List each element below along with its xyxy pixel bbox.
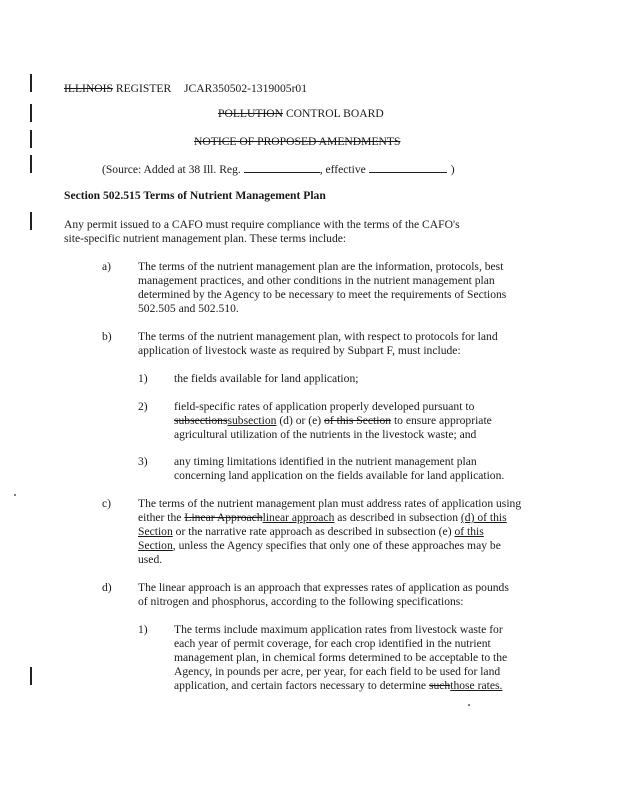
text-run: to ensure appropriate — [391, 414, 492, 427]
text-run: application, and certain factors necessary to determine — [174, 679, 429, 692]
item-d1-line: The terms include maximum application rates from livestock waste for — [174, 623, 503, 636]
inserted-text: of this — [454, 525, 484, 538]
item-c-line — [138, 511, 507, 525]
change-bar — [30, 155, 32, 173]
item-d-label: d) — [102, 581, 112, 594]
item-c-line: The terms of the nutrient management plan must address rates of application using — [138, 497, 522, 510]
register-header — [64, 82, 171, 96]
item-a-line: determined by the Agency to be necessary to meet the requirements of Sections — [138, 288, 507, 301]
item-d1-line: Agency, in pounds per acre, per year, for each field to be used for land — [174, 665, 501, 678]
register-name-deleted: ILLINOIS — [64, 82, 113, 95]
inserted-text: Section — [138, 525, 173, 538]
item-b3-line: concerning land application on the fields available for land application. — [174, 469, 505, 482]
item-b2-line: agricultural utilization of the nutrients in the livestock waste; and — [174, 428, 477, 441]
board-header — [218, 107, 384, 121]
source-effective: , effective — [319, 163, 369, 176]
intro-line: site-specific nutrient management plan. These terms include: — [64, 232, 347, 245]
register-page-blank — [244, 162, 320, 173]
item-b3-label: 3) — [138, 455, 148, 468]
text-run: (d) or (e) — [276, 414, 325, 427]
deleted-text: subsections — [174, 414, 228, 427]
item-c-line — [138, 525, 484, 539]
item-b1-text: the fields available for land application; — [174, 372, 359, 385]
item-b-line: The terms of the nutrient management plan, with respect to protocols for land — [138, 330, 498, 343]
change-bar — [30, 130, 32, 148]
item-b2-line: field-specific rates of application properly developed pursuant to — [174, 400, 475, 413]
inserted-text: those rates. — [450, 679, 503, 692]
change-bar — [30, 212, 32, 230]
item-b-label: b) — [102, 330, 112, 343]
item-a-line: The terms of the nutrient management plan are the information, protocols, best — [138, 260, 504, 273]
item-b2-line — [174, 414, 492, 428]
text-run: or the narrative rate approach as described in subsection (e) — [172, 525, 455, 538]
item-d1-line: each year of permit coverage, for each crop identified in the nutrient — [174, 637, 491, 650]
scan-speck — [468, 704, 470, 706]
deleted-text: of this Section — [324, 414, 392, 427]
item-b3-line: any timing limitations identified in the nutrient management plan — [174, 455, 477, 468]
item-b-line: application of livestock waste as required by Subpart F, must include: — [138, 344, 461, 357]
item-d-line: of nitrogen and phosphorus, according to the following specifications: — [138, 595, 464, 608]
item-d1-label: 1) — [138, 623, 148, 636]
item-b2-label: 2) — [138, 400, 148, 413]
inserted-text: linear approach — [262, 511, 335, 524]
change-bar — [30, 667, 32, 685]
text-run: either the — [138, 511, 185, 524]
effective-date-blank — [369, 162, 447, 173]
change-bar — [30, 104, 32, 122]
item-a-line: management practices, and other conditions in the nutrient management plan — [138, 274, 495, 287]
section-title: Section 502.515 Terms of Nutrient Management Plan — [64, 189, 326, 202]
item-b1-label: 1) — [138, 372, 148, 385]
deleted-text: such — [428, 679, 451, 692]
source-line — [102, 162, 455, 177]
text-run: as described in subsection — [334, 511, 461, 524]
item-d-line: The linear approach is an approach that expresses rates of application as pounds — [138, 581, 509, 594]
item-c-label: c) — [102, 497, 112, 510]
text-run: , unless the Agency specifies that only one of these approaches may be — [172, 539, 501, 552]
deleted-text: Linear Approach — [184, 511, 263, 524]
register-name: REGISTER — [112, 82, 172, 95]
item-c-line — [138, 539, 501, 553]
notice-title: NOTICE OF PROPOSED AMENDMENTS — [194, 135, 401, 148]
board-name-deleted: POLLUTION — [218, 107, 284, 120]
source-prefix: (Source: Added at 38 Ill. Reg. — [102, 163, 244, 176]
source-close: ) — [450, 163, 455, 176]
inserted-text: subsection — [227, 414, 277, 427]
item-c-line: used. — [138, 553, 163, 566]
board-name: CONTROL BOARD — [283, 107, 384, 120]
scan-speck — [14, 494, 16, 496]
change-bar — [30, 74, 32, 92]
item-a-label: a) — [102, 260, 112, 273]
item-d1-line: management plan, in chemical forms determined to be acceptable to the — [174, 651, 508, 664]
inserted-text: Section — [138, 539, 173, 552]
item-d1-line — [174, 679, 502, 693]
intro-line: Any permit issued to a CAFO must require compliance with the terms of the CAFO's — [64, 218, 460, 231]
item-a-line: 502.505 and 502.510. — [138, 302, 239, 315]
inserted-text: (d) of this — [460, 511, 507, 524]
jcar-code: JCAR350502-1319005r01 — [184, 82, 308, 95]
